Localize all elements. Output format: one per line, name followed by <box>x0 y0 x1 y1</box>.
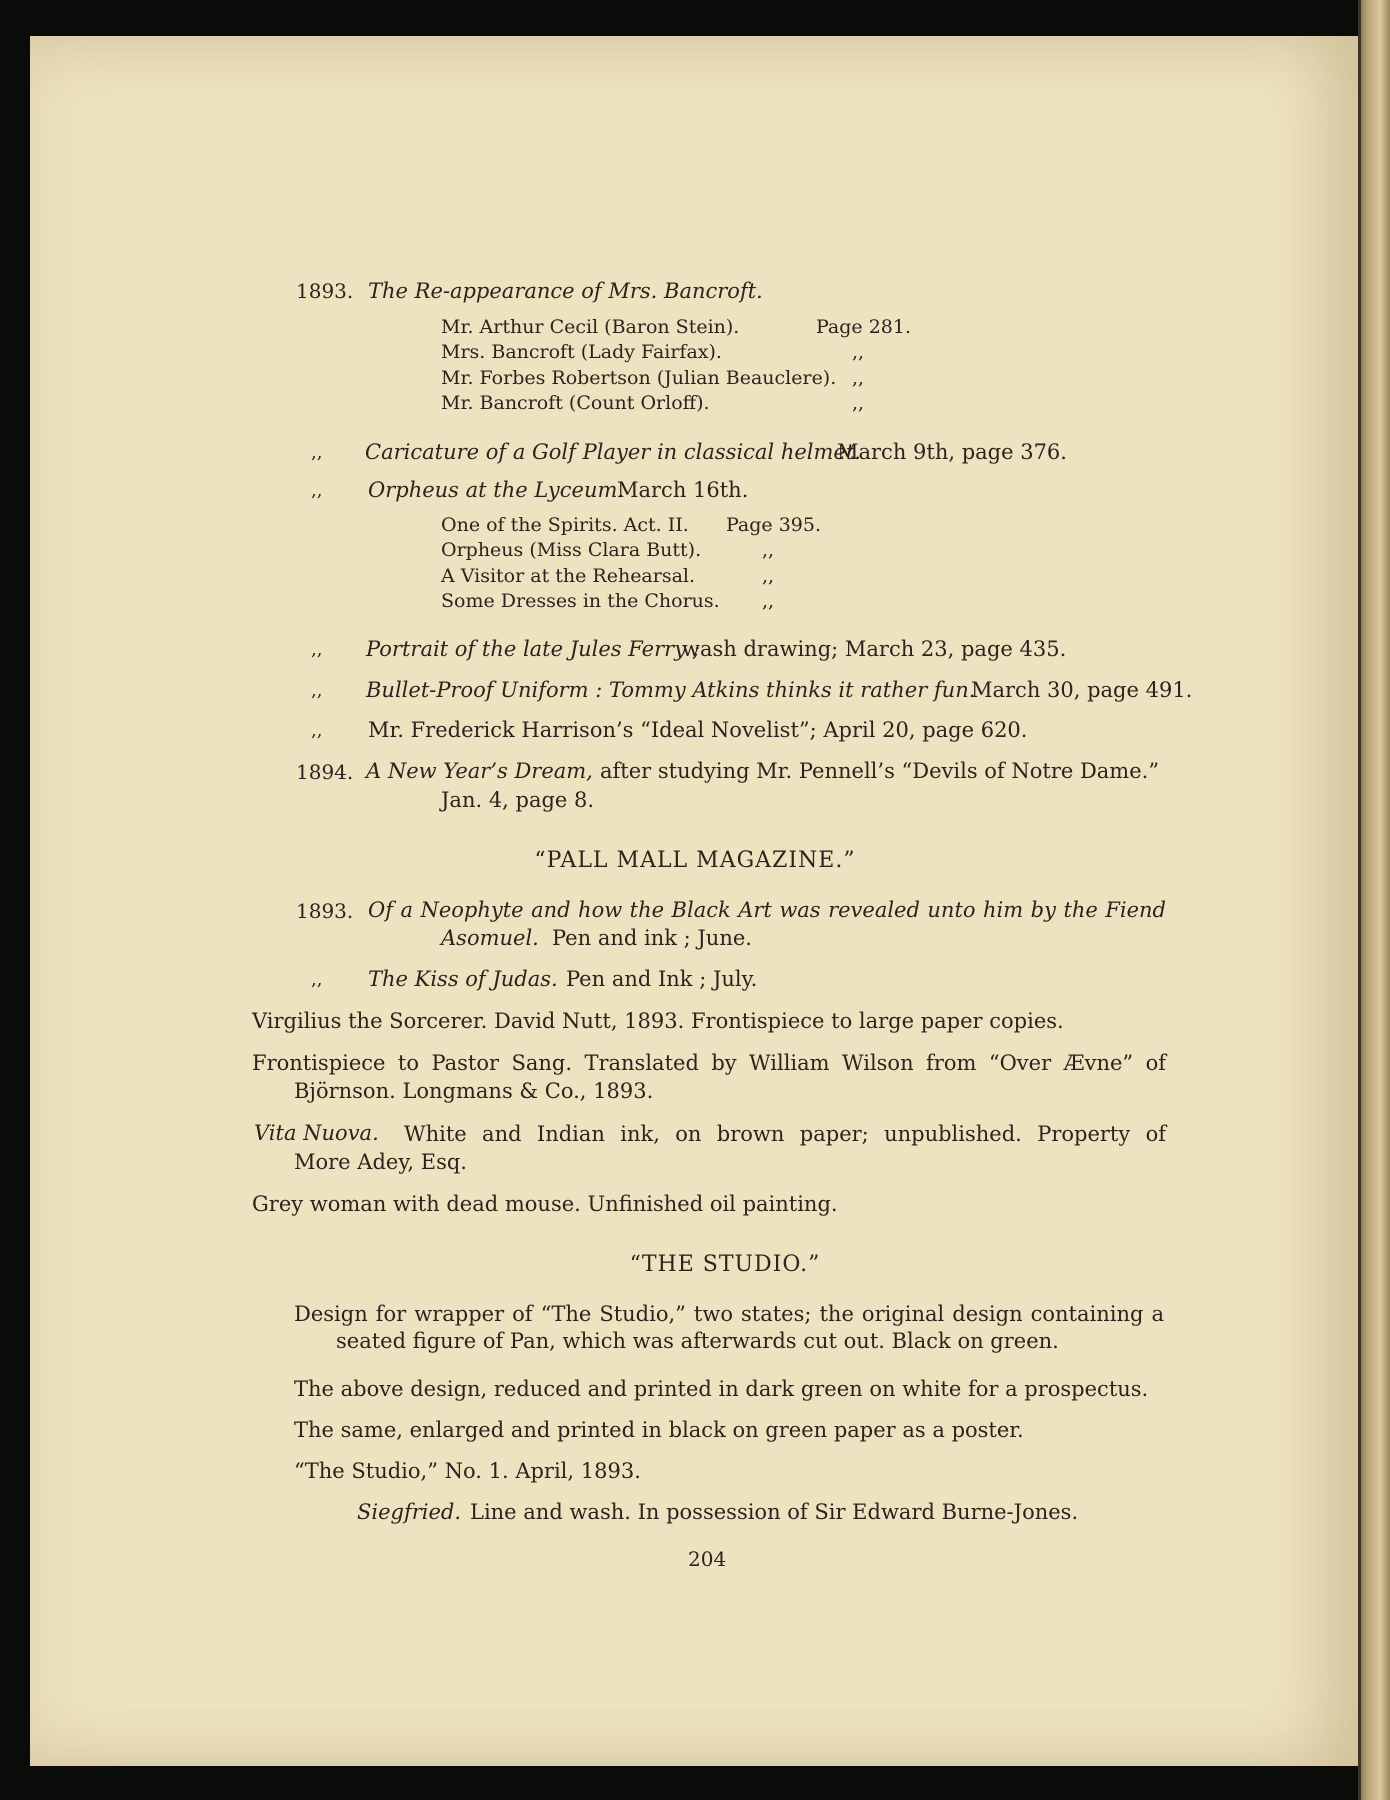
section-heading: “PALL MALL MAGAZINE.” <box>534 848 856 873</box>
list-item: Mr. Bancroft (Count Orloff). <box>441 392 710 414</box>
entry-text: Design for wrapper of “The Studio,” two states; the original design containing a <box>294 1302 1164 1326</box>
entry-detail: March 30, page 491. <box>971 678 1193 702</box>
year-label: 1893. <box>296 899 354 923</box>
entry-text: The above design, reduced and printed in dark green on white for a prospectus. <box>294 1377 1149 1401</box>
entry-detail: Pen and ink ; June. <box>552 926 752 950</box>
entry-title: Asomuel. <box>441 926 539 950</box>
section-heading: “THE STUDIO.” <box>629 1252 821 1277</box>
entry-text: The same, enlarged and printed in black on green paper as a poster. <box>294 1418 1024 1442</box>
page-gutter <box>1358 0 1361 1800</box>
page-ref: Page 281. <box>816 316 912 338</box>
entry-title: A New Year’s Dream, <box>366 759 593 783</box>
entry-title: Vita Nuova. <box>254 1121 379 1145</box>
ditto-mark: ,, <box>311 480 323 501</box>
entry-text: Virgilius the Sorcerer. David Nutt, 1893. Frontispiece to large paper copies. <box>252 1009 1064 1033</box>
entry-text: Björnson. Longmans & Co., 1893. <box>294 1079 654 1103</box>
ditto-mark: ,, <box>311 969 323 990</box>
list-item: A Visitor at the Rehearsal. <box>441 565 696 587</box>
ditto-mark: ,, <box>852 392 865 414</box>
entry-detail: Line and wash. In possession of Sir Edward Burne-Jones. <box>470 1500 1079 1524</box>
entry-title: The Kiss of Judas. <box>368 967 558 991</box>
list-item: Orpheus (Miss Clara Butt). <box>441 539 702 561</box>
entry-detail: March 16th. <box>617 478 749 502</box>
entry-text: More Adey, Esq. <box>294 1150 467 1174</box>
entry-title: The Re-appearance of Mrs. Bancroft. <box>368 279 763 303</box>
page-ref: Page 395. <box>726 514 822 536</box>
page-number: 204 <box>688 1547 727 1571</box>
year-label: 1893. <box>296 279 354 303</box>
list-item: Mrs. Bancroft (Lady Fairfax). <box>441 341 722 363</box>
entry-title: Bullet-Proof Uniform : Tommy Atkins thinks it rather fun. <box>366 678 976 702</box>
entry-detail: March 9th, page 376. <box>837 440 1067 464</box>
ditto-mark: ,, <box>311 680 323 701</box>
ditto-mark: ,, <box>852 367 865 389</box>
entry-text: Grey woman with dead mouse. Unfinished oil painting. <box>252 1192 838 1216</box>
ditto-mark: ,, <box>311 720 323 741</box>
list-item: One of the Spirits. Act. II. <box>441 514 689 536</box>
ditto-mark: ,, <box>762 539 775 561</box>
entry-text: “The Studio,” No. 1. April, 1893. <box>294 1459 641 1483</box>
ditto-mark: ,, <box>762 590 775 612</box>
entry-text: seated figure of Pan, which was afterwards cut out. Black on green. <box>336 1329 1059 1353</box>
entry-text: Frontispiece to Pastor Sang. Translated by William Wilson from “Over Ævne” of <box>252 1051 1166 1075</box>
list-item: Some Dresses in the Chorus. <box>441 590 720 612</box>
ditto-mark: ,, <box>852 341 865 363</box>
entry-title: Portrait of the late Jules Ferry ; <box>366 637 700 661</box>
list-item: Mr. Forbes Robertson (Julian Beauclere). <box>441 367 837 389</box>
year-label: 1894. <box>296 760 354 784</box>
facing-page-edge <box>1358 0 1390 1800</box>
entry-detail: after studying Mr. Pennell’s “Devils of Notre Dame.” <box>600 759 1160 783</box>
list-item: Mr. Arthur Cecil (Baron Stein). <box>441 316 740 338</box>
entry-detail: Pen and Ink ; July. <box>566 967 758 991</box>
entry-text: Mr. Frederick Harrison’s “Ideal Novelist”; April 20, page 620. <box>368 718 1028 742</box>
entry-title: Siegfried. <box>357 1500 462 1524</box>
entry-title: Caricature of a Golf Player in classical helmet. <box>365 440 861 464</box>
ditto-mark: ,, <box>762 565 775 587</box>
entry-title: Of a Neophyte and how the Black Art was revealed unto him by the Fiend <box>368 898 1166 922</box>
entry-title: Orpheus at the Lyceum. <box>368 478 625 502</box>
ditto-mark: ,, <box>311 639 323 660</box>
ditto-mark: ,, <box>311 442 323 463</box>
entry-text: White and Indian ink, on brown paper; unpublished. Property of <box>404 1122 1166 1146</box>
entry-detail: Jan. 4, page 8. <box>441 788 595 812</box>
entry-detail: wash drawing; March 23, page 435. <box>682 637 1067 661</box>
